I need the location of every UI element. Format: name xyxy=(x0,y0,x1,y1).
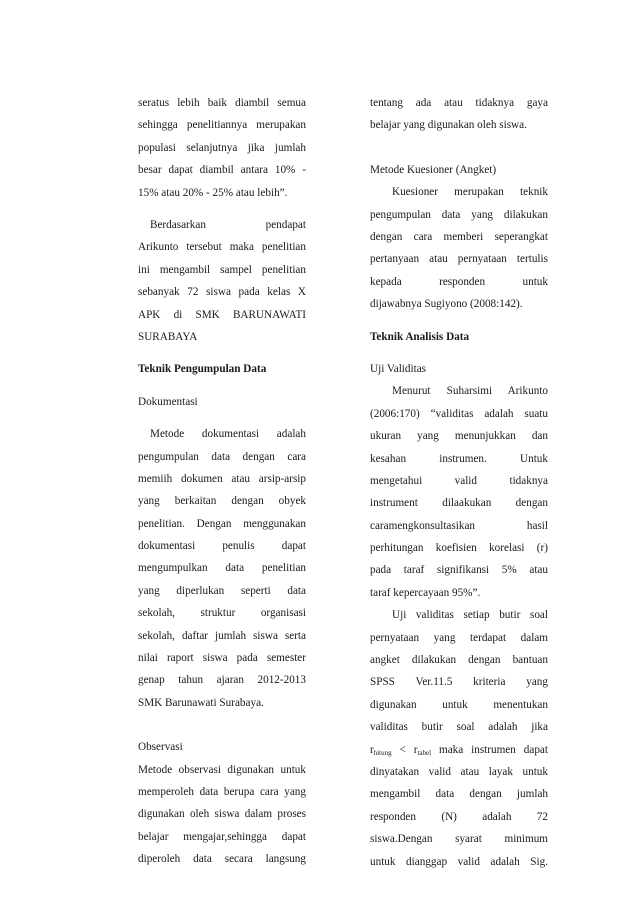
text-line: sebanyak 72 siswa pada kelas X xyxy=(138,286,306,299)
text-line: Uji validitas setiap butir soal xyxy=(392,609,548,622)
text-line: diperoleh data secara langsung xyxy=(138,853,306,866)
text-line: yang diperlukan seperti data xyxy=(138,584,306,597)
text-line: kesahan instrumen. Untuk xyxy=(370,452,548,465)
text-line: responden (N) adalah 72 xyxy=(370,810,548,823)
text-line: Metode observasi digunakan untuk xyxy=(138,763,306,776)
text-line: kepada responden untuk xyxy=(370,275,548,288)
right-paragraph-4 xyxy=(370,604,548,873)
text-line: 15% atau 20% - 25% atau lebih”. xyxy=(138,186,288,199)
text-line: memperoleh data berupa cara yang xyxy=(138,785,306,798)
heading-teknik-pengumpulan-data: Teknik Pengumpulan Data xyxy=(138,363,267,376)
text-line: digunakan untuk menentukan xyxy=(370,698,548,711)
text-line: validitas butir soal adalah jika xyxy=(370,721,548,734)
right-paragraph-1 xyxy=(370,92,548,137)
text-line: pada taraf signifikansi 5% atau xyxy=(370,564,548,577)
text-line: APK di SMK BARUNAWATI xyxy=(138,308,306,321)
text-line: dijawabnya Sugiyono (2008:142). xyxy=(370,298,523,311)
text-line: SPSS Ver.11.5 kriteria yang xyxy=(370,676,548,689)
text-line: pengumpulan data yang dilakukan xyxy=(370,208,548,221)
text-line: pengumpulan data dengan cara xyxy=(138,450,306,463)
text-fragment: maka instrumen dapat xyxy=(431,743,549,756)
text-line: dokumentasi penulis dapat xyxy=(138,540,306,553)
heading-teknik-analisis-data: Teknik Analisis Data xyxy=(370,330,470,343)
text-line: sekolah, struktur organisasi xyxy=(138,607,306,620)
less-than-sign: < xyxy=(391,743,414,756)
text-line: ini mengambil sampel penelitian xyxy=(138,263,306,276)
text-line: sekolah, daftar jumlah siswa serta xyxy=(138,629,306,642)
text-line: Menurut Suharsimi Arikunto xyxy=(392,385,548,398)
text-line: populasi selanjutnya jika jumlah xyxy=(138,141,306,154)
text-line: sehingga penelitiannya merupakan xyxy=(138,119,306,132)
text-line: SURABAYA xyxy=(138,330,198,343)
text-line: yang berkaitan dengan obyek xyxy=(138,495,306,508)
right-paragraph-3 xyxy=(370,380,548,604)
text-line: belajar mengajar,sehingga dapat xyxy=(138,830,306,843)
subscript-tabel: tabel xyxy=(417,748,432,757)
subheading-metode-kuesioner: Metode Kuesioner (Angket) xyxy=(370,163,497,176)
text-line: SMK Barunawati Surabaya. xyxy=(138,696,264,709)
text-line: ukuran yang menunjukkan dan xyxy=(370,430,548,443)
text-line: caramengkonsultasikan hasil xyxy=(370,519,548,532)
text-line: pernyataan yang terdapat dalam xyxy=(370,631,548,644)
text-line: Berdasarkan pendapat xyxy=(150,218,306,231)
text-line: memiih dokumen atau arsip-arsip xyxy=(138,472,306,485)
left-paragraph-4 xyxy=(138,759,306,871)
left-column xyxy=(138,92,306,871)
left-paragraph-1 xyxy=(138,92,306,204)
text-line: penelitian. Dengan menggunakan xyxy=(138,517,306,530)
text-line: mengambil data dengan jumlah xyxy=(370,788,548,801)
text-line: pertanyaan atau pernyataan tertulis xyxy=(370,253,548,266)
text-line: taraf kepercayaan 95%”. xyxy=(370,586,481,599)
text-line: siswa.Dengan syarat minimum xyxy=(370,833,548,846)
text-line: belajar yang digunakan oleh siswa. xyxy=(370,119,527,132)
text-line: Kuesioner merupakan teknik xyxy=(392,186,548,199)
text-line: instrument dilaakukan dengan xyxy=(370,497,548,510)
text-line: besar dapat diambil antara 10% - xyxy=(138,164,306,177)
right-paragraph-2 xyxy=(370,181,548,315)
left-paragraph-2 xyxy=(138,214,306,348)
r-symbol: r xyxy=(413,743,418,756)
text-line: (2006:170) “validitas adalah suatu xyxy=(370,407,548,420)
text-line: dengan cara memberi seperangkat xyxy=(370,230,548,243)
right-column xyxy=(370,92,548,873)
text-line: perhitungan koefisien korelasi (r) xyxy=(370,542,548,555)
text-line: angket dilakukan dengan bantuan xyxy=(370,654,548,667)
text-line: dinyatakan valid atau layak untuk xyxy=(370,765,548,778)
text-line: mengetahui valid tidaknya xyxy=(370,474,548,487)
text-line: tentang ada atau tidaknya gaya xyxy=(370,97,548,109)
text-line: Arikunto tersebut maka penelitian xyxy=(138,241,306,254)
subheading-dokumentasi: Dokumentasi xyxy=(138,395,198,408)
text-line: untuk dianggap valid adalah Sig. xyxy=(370,855,548,868)
r-symbol: r xyxy=(370,743,374,756)
left-paragraph-3 xyxy=(138,423,306,714)
text-line: Metode dokumentasi adalah xyxy=(150,428,306,441)
text-line: nilai raport siswa pada semester xyxy=(138,652,306,665)
text-line: mengumpulkan data penelitian xyxy=(138,562,306,575)
text-line: digunakan oleh siswa dalam proses xyxy=(138,808,306,821)
subheading-uji-validitas: Uji Validitas xyxy=(370,362,427,375)
subheading-observasi: Observasi xyxy=(138,741,183,754)
text-line: genap tahun ajaran 2012-2013 xyxy=(138,674,306,687)
text-line: seratus lebih baik diambil semua xyxy=(138,97,306,109)
subscript-hitung: hitung xyxy=(373,748,392,757)
r-hitung-line xyxy=(370,739,548,761)
